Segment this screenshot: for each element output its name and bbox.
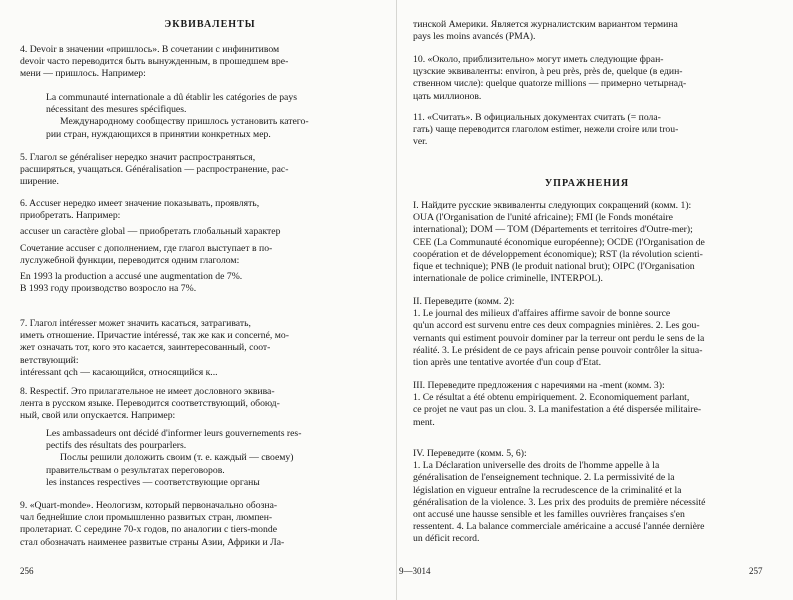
text-line: 1. La Déclaration universelle des droits de l'homme appelle à la (413, 460, 660, 472)
text-line: intéressant qch — касающийся, относящийся к... (20, 366, 218, 378)
example-line: pectifs des résultats des pourparlers. (46, 440, 187, 452)
text-line: CEE (La Communauté économique européenne); OCDE (l'Organisation de (413, 236, 705, 248)
text-line: 6. Accuser нередко имеет значение показывать, проявлять, (20, 198, 260, 209)
text-line: ressentent. 4. La balance commerciale américaine a accusé l'année dernière (413, 521, 705, 533)
text-line: 7. Глагол intéresser может значить касаться, затрагивать, (20, 318, 251, 329)
page-number-right: 257 (749, 566, 763, 576)
example-line: Les ambassadeurs ont décidé d'informer leurs gouvernements res- (46, 428, 302, 439)
text-line: 1. Ce résultat a été obtenu empiriquement. 2. Economiquement parlant, (413, 392, 690, 404)
text-line: un déficit record. (413, 533, 480, 545)
text-line: иметь отношение. Причастие intéressé, так же как и concerné, мо- (20, 330, 289, 342)
text-line: qu'un accord est survenu entre ces deux compagnies minières. 2. Les gou- (413, 320, 700, 332)
example-line: les instances respectives — соответствующие органы (46, 476, 260, 488)
text-line: 1. Le journal des milieux d'affaires affirme savoir de bonne source (413, 308, 671, 320)
text-line: стал обозначать наименее развитые страны Азии, Африки и Ла- (20, 536, 285, 548)
text-line: приобретать. Например: (20, 210, 121, 222)
text-line: Сочетание accuser с дополнением, где глагол выступает в по- (20, 242, 273, 254)
text-line: généralisation de l'enseignement technique. 2. La permissivité de la (413, 472, 675, 484)
text-line: В 1993 году производство возросло на 7%. (20, 283, 197, 295)
text-line: расширяться, учащаться. Généralisation — распространение, рас- (20, 164, 289, 176)
text-line: жет означать тот, кого это касается, заинтересованный, соот- (20, 342, 271, 354)
text-line: ont accusé une hausse sensible et les familles ouvrières françaises s'en (413, 509, 685, 521)
text-line: OUA (l'Organisation de l'unité africaine); FMI (le Fonds monétaire (413, 212, 673, 224)
text-line: vernants qui estiment pouvoir dominer par la terreur ont perdu le sens de la (413, 332, 705, 344)
exercise-title: IV. Переведите (комм. 5, 6): (413, 448, 527, 459)
text-line: 8. Respectif. Это прилагательное не имеет дословного эквива- (20, 386, 275, 397)
text-line: ment. (413, 416, 435, 428)
text-line: 10. «Около, приблизительно» могут иметь следующие фран- (413, 54, 664, 65)
text-line: лента в русском языке. Переводится соответствующий, обоюд- (20, 398, 280, 410)
text-line: coopération et de développement économique); RST (la révolution scienti- (413, 248, 703, 260)
text-line: ce projet ne vaut pas un clou. 3. La manifestation a été dispersée militaire- (413, 404, 702, 416)
text-line: En 1993 la production a accusé une augmentation de 7%. (20, 271, 243, 283)
example-line: правительствам о результатах переговоров. (46, 464, 225, 476)
text-line: international); DOM — TOM (Départements et territoires d'Outre-mer); (413, 224, 693, 236)
text-line: чал беднейшие слои промышленно развитых стран, люмпен- (20, 512, 273, 524)
text-line: ственном числе): quelque quatorze millions — примерно четырнад- (413, 78, 687, 90)
text-line: тинской Америки. Является журналистским вариантом термина (413, 19, 678, 30)
example-line: nécessitant des mesures spécifiques. (46, 104, 187, 116)
text-line: législation en vigueur entraîne la recrudescence de la criminalité et la (413, 484, 682, 496)
example-line: La communauté internationale a dû établir les catégories de pays (46, 92, 297, 103)
text-line: 9. «Quart-monde». Неологизм, который первоначально обозна- (20, 500, 278, 511)
text-line: мени — пришлось. Например: (20, 68, 146, 80)
page-gutter (396, 0, 397, 600)
text-line: généralisation de la violence. 3. Les prix des produits de première nécessité (413, 496, 706, 508)
text-line: пролетариат. С середине 70-х годов, по аналогии с tiers-monde (20, 524, 278, 536)
text-line: fique et technique); PNB (le produit national brut); OIPC (l'Organisation (413, 261, 695, 273)
section-heading: УПРАЖНЕНИЯ (544, 178, 630, 189)
example-line: Послы решили доложить своим (т. е. каждый — своему) (60, 452, 294, 464)
text-line: devoir часто переводится быть вынужденным, в прошедшем вре- (20, 56, 289, 68)
page-number-left: 256 (20, 566, 34, 576)
signature-mark: 9—3014 (399, 566, 431, 576)
example-line: Международному сообществу пришлось установить катего- (60, 116, 309, 128)
text-line: 5. Глагол se généraliser нередко значит распространяться, (20, 152, 256, 163)
text-line: ветствующий: (20, 354, 79, 366)
text-line: цать миллионов. (413, 90, 482, 102)
text-line: гать) чаще переводится глаголом estimer, нежели croire или trou- (413, 124, 679, 136)
text-line: accuser un caractère global — приобретать глобальный характер (20, 226, 281, 238)
text-line: internationale de police criminelle, INTERPOL). (413, 273, 603, 285)
exercise-title: II. Переведите (комм. 2): (413, 296, 515, 307)
running-header: ЭКВИВАЛЕНТЫ (164, 19, 256, 30)
text-line: 4. Devoir в значении «пришлось». В сочетании с инфинитивом (20, 44, 280, 55)
text-line: réalité. 3. Le président de ce pays africain pense pouvoir contrôler la situa- (413, 344, 703, 356)
text-line: ver. (413, 136, 428, 148)
text-line: цузские эквиваленты: environ, à peu près, près de, quelque (в един- (413, 66, 683, 78)
exercise-title: I. Найдите русские эквиваленты следующих сокращений (комм. 1): (413, 200, 692, 211)
exercise-title: III. Переведите предложения с наречиями на -ment (комм. 3): (413, 380, 665, 391)
example-line: рии стран, нуждающихся в принятии конкретных мер. (46, 128, 271, 140)
text-line: луслужебной функции, переводится одним глаголом: (20, 254, 240, 266)
text-line: ный, свой или опускается. Например: (20, 410, 176, 422)
text-line: tion après une tentative avortée d'un coup d'Etat. (413, 357, 602, 369)
text-line: 11. «Считать». В официальных документах считать (= пола- (413, 112, 661, 123)
text-line: ширение. (20, 176, 59, 188)
text-line: pays les moins avancés (PMA). (413, 31, 536, 43)
